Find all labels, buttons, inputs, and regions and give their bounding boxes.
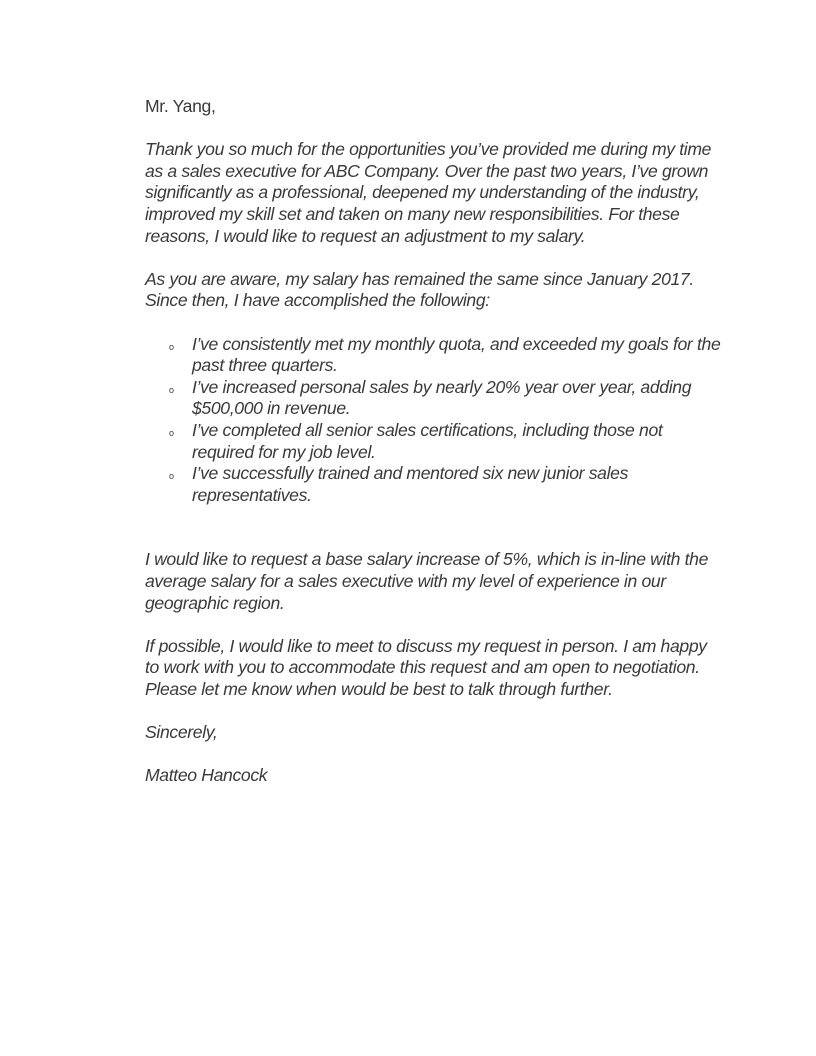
list-item — [145, 463, 725, 506]
signature: Matteo Hancock — [145, 765, 268, 786]
salary-request-paragraph: I would like to request a base salary increase of 5%, which is in-line with the average salary for a sales executive with my level of experience in our geographic region. — [145, 549, 709, 613]
sign-off: Sincerely, — [145, 722, 218, 743]
list-item-text: I’ve completed all senior sales certifications, including those not required for my job level. — [192, 419, 663, 462]
list-item-text: I’ve increased personal sales by nearly 20% year over year, adding $500,000 in revenue. — [192, 376, 692, 419]
list-item — [145, 334, 725, 377]
list-item-text: I’ve successfully trained and mentored six new junior sales representatives. — [192, 463, 629, 505]
salutation: Mr. Yang, — [145, 96, 216, 116]
bullet-icon: o — [169, 384, 174, 395]
list-item — [145, 377, 725, 420]
bullet-icon: o — [169, 427, 174, 438]
accomplishments-intro-paragraph: As you are aware, my salary has remained the same since January 2017. Since then, I have accomplished the following: — [145, 268, 694, 311]
letter-body — [145, 96, 725, 787]
bullet-icon: o — [169, 471, 174, 482]
meeting-request-paragraph: If possible, I would like to meet to discuss my request in person. I am happy to work with you to accommodate this request and am open to negotiation. Please let me know when would be best to talk through further. — [145, 635, 707, 700]
list-item-text: I’ve consistently met my monthly quota, and exceeded my goals for the past three quarters. — [192, 333, 721, 376]
bullet-icon: o — [169, 341, 174, 352]
list-item — [145, 420, 725, 463]
achievements-list — [145, 334, 725, 507]
intro-paragraph: Thank you so much for the opportunities you’ve provided me during my time as a sales executive for ABC Company. Over the past two years, I’ve grown significantly as a professional, deepened my understanding of the industry, improved my skill set and taken on many new responsibilities. For these reasons, I would like to request an adjustment to my salary. — [145, 139, 712, 246]
